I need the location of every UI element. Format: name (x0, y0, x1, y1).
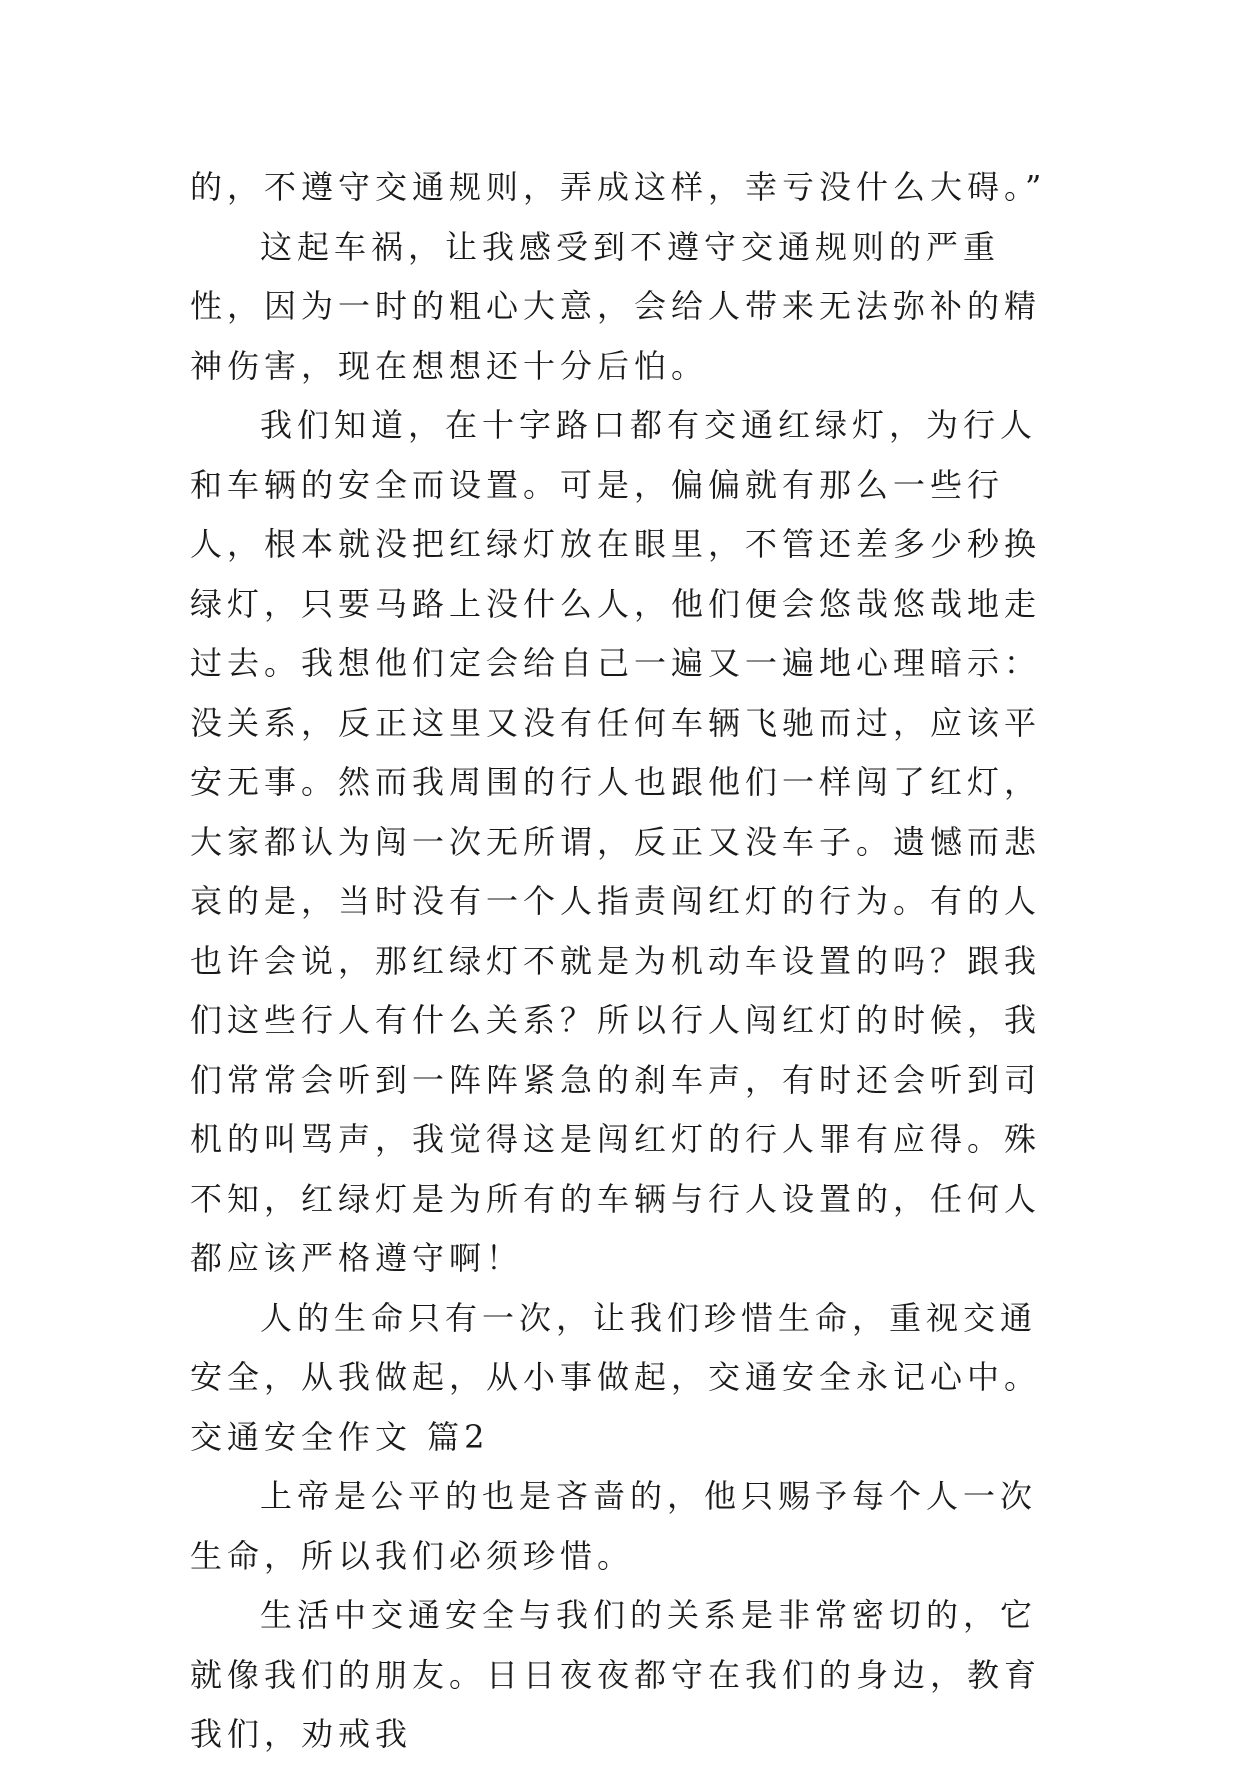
paragraph-1: 的，不遵守交通规则，弄成这样，幸亏没什么大碍。” (190, 168, 1047, 206)
paragraph-3: 我们知道，在十字路口都有交通红绿灯，为行人和车辆的安全而设置。可是，偏偏就有那么一些行人，根本就没把红绿灯放在眼里，不管还差多少秒换绿灯，只要马路上没什么人，他们便会悠哉悠哉地走过去。我想他们定会给自己一遍又一遍地心理暗示：没关系，反正这里又没有任何车辆飞驰而过，应该平安无事。然而我周围的行人也跟他们一样闯了红灯，大家都认为闯一次无所谓，反正又没车子。遗憾而悲哀的是，当时没有一个人指责闯红灯的行为。有的人也许会说，那红绿灯不就是为机动车设置的吗？跟我们这些行人有什么关系？所以行人闯红灯的时候，我们常常会听到一阵阵紧急的刹车声，有时还会听到司机的叫骂声，我觉得这是闯红灯的行人罪有应得。殊不知，红绿灯是为所有的车辆与行人设置的，任何人都应该严格遵守啊！ (190, 406, 1042, 1277)
section-paragraph-1: 上帝是公平的也是吝啬的，他只赐予每个人一次生命，所以我们必须珍惜。 (190, 1477, 1038, 1575)
section-paragraph-2: 生活中交通安全与我们的关系是非常密切的，它就像我们的朋友。日日夜夜都守在我们的身边，教育我们，劝戒我 (190, 1596, 1042, 1753)
section-heading: 交通安全作文 篇2 (190, 1417, 490, 1456)
paragraph-4: 人的生命只有一次，让我们珍惜生命，重视交通安全，从我做起，从小事做起，交通安全永记心中。 (190, 1298, 1042, 1396)
paragraph-2: 这起车祸，让我感受到不遵守交通规则的严重性，因为一时的粗心大意，会给人带来无法弥补的精神伤害，现在想想还十分后怕。 (190, 227, 1042, 385)
document-body (190, 158, 1060, 1765)
